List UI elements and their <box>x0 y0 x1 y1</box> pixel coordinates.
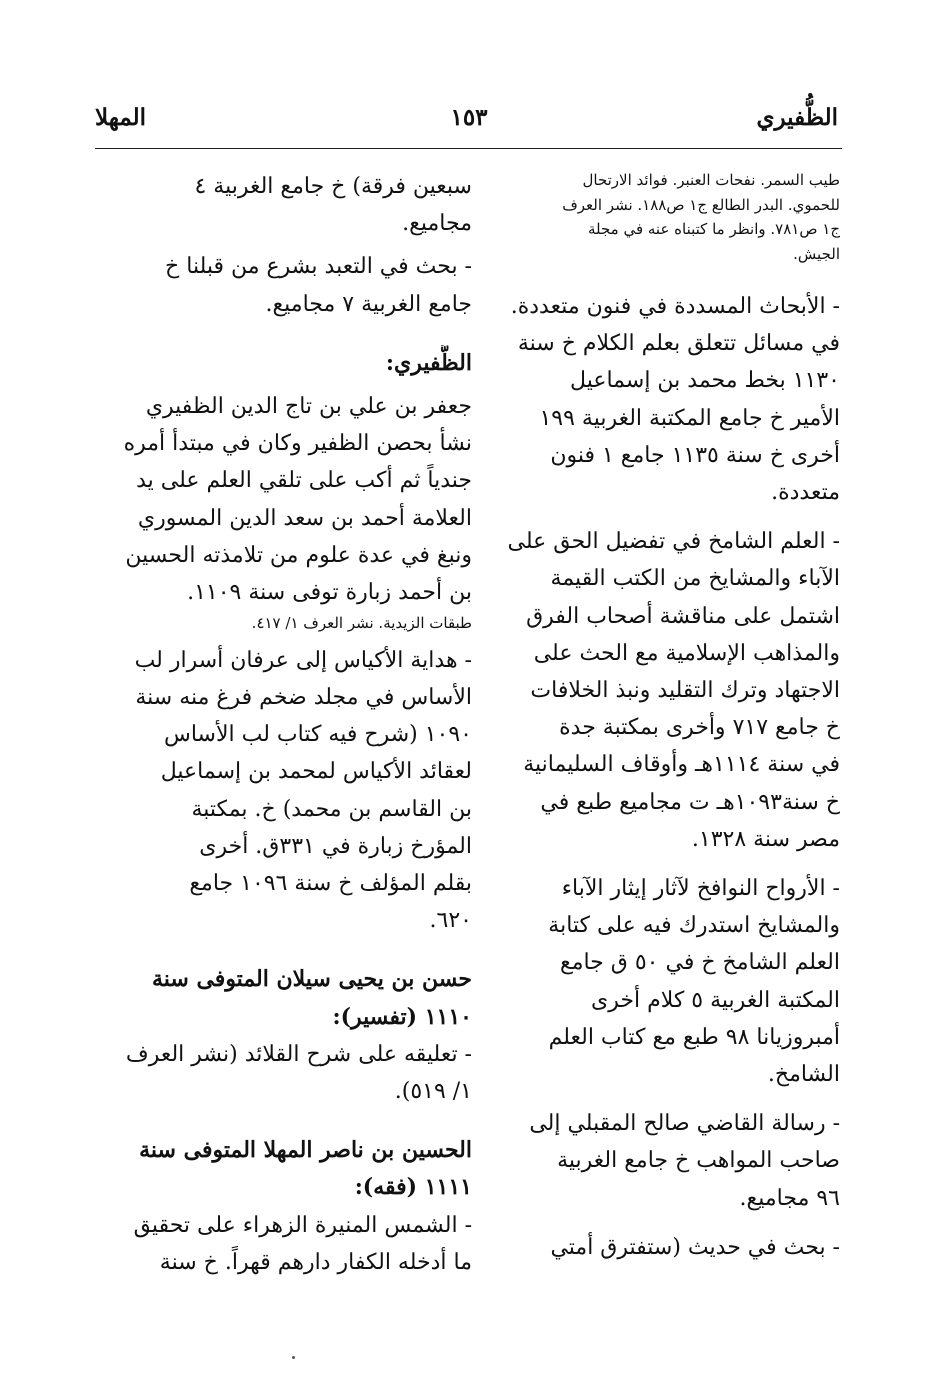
text-line: بن القاسم بن محمد) خ. بمكتبة <box>191 796 472 822</box>
text-line: - بحث في التعبد بشرع من قبلنا خ <box>165 254 472 280</box>
right-column <box>500 168 840 1266</box>
text-line: - هداية الأكياس إلى عرفان أسرار لب <box>134 647 472 673</box>
text-line: بن أحمد زبارة توفى سنة ١١٠٩. <box>187 580 472 606</box>
work-entry <box>95 248 472 322</box>
text-line: ونبغ في عدة علوم من تلامذته الحسين <box>125 542 472 568</box>
text-line: - الأرواح النوافخ لآثار إيثار الآباء <box>561 876 840 902</box>
section-heading <box>95 1132 472 1206</box>
work-entry <box>95 1036 472 1110</box>
running-header-name: الظُّفيري <box>756 104 838 131</box>
heading-line: ١١١٠ (تفسير): <box>332 1003 472 1030</box>
text-line: ١١٣٠ بخط محمد بن إسماعيل <box>570 368 840 394</box>
left-column <box>95 168 472 1281</box>
text-line: ما أدخله الكفار دارهم قهراً. خ سنة <box>159 1249 472 1275</box>
text-line: خ جامع ٧١٧ وأخرى بمكتبة جدة <box>559 715 840 741</box>
running-header-next: المهلا <box>95 104 147 131</box>
text-line: أمبروزيانا ٩٨ طبع مع كتاب العلم <box>548 1024 840 1050</box>
text-line: اشتمل على مناقشة أصحاب الفرق <box>526 603 840 629</box>
text-line: الآباء والمشايخ من الكتب القيمة <box>550 566 840 592</box>
text-line: صاحب المواهب خ جامع الغربية <box>557 1148 840 1174</box>
text-line: أخرى خ سنة ١١٣٥ جامع ١ فنون <box>550 442 840 468</box>
text-line: في سنة ١١١٤هـ وأوقاف السليمانية <box>523 752 840 778</box>
text-line: ٩٦ مجاميع. <box>739 1185 840 1211</box>
heading-line: ١١١١ (فقه): <box>354 1174 472 1201</box>
biography <box>95 388 472 611</box>
text-line: الأساس في مجلد ضخم فرغ منه سنة <box>135 684 472 710</box>
text-line: الاجتهاد وترك التقليد ونبذ الخلافات <box>530 678 840 704</box>
text-line: سبعين فرقة) خ جامع الغربية ٤ <box>194 174 472 199</box>
text-line: نشأ بحصن الظفير وكان في مبتدأ أمره <box>123 431 472 457</box>
text-line: الشامخ. <box>767 1062 840 1088</box>
section-heading: الظُّفيري: <box>385 349 472 376</box>
section-heading <box>95 961 472 1035</box>
text-line: لعقائد الأكياس لمحمد بن إسماعيل <box>160 759 472 785</box>
source-note <box>500 168 840 266</box>
text-line: - الأبحاث المسددة في فنون متعددة. <box>510 294 840 319</box>
heading-line: الحسين بن ناصر المهلا المتوفى سنة <box>139 1137 472 1164</box>
text-line: مصر سنة ١٣٢٨. <box>691 826 840 852</box>
text-line: ١٠٩٠ (شرح فيه كتاب لب الأساس <box>163 722 472 748</box>
note-line: طيب السمر. نفحات العنبر. فوائد الارتحال <box>582 171 840 189</box>
work-entry <box>500 1105 840 1217</box>
continued-entry <box>95 168 472 242</box>
text-line: - بحث في حديث (ستفترق أمتي <box>550 1234 840 1260</box>
text-line: - رسالة القاضي صالح المقبلي إلى <box>529 1111 840 1137</box>
source-note: طبقات الزيدية. نشر العرف ١/ ٤١٧. <box>251 614 472 633</box>
text-line: المكتبة الغربية ٥ كلام أخرى <box>591 987 840 1013</box>
text-line: بقلم المؤلف خ سنة ١٠٩٦ جامع <box>189 870 472 896</box>
text-line: في مسائل تتعلق بعلم الكلام خ سنة <box>517 331 840 357</box>
text-line: العلامة أحمد بن سعد الدين المسوري <box>137 505 472 531</box>
text-line: الأمير خ جامع المكتبة الغربية ١٩٩ <box>539 405 840 431</box>
text-line: ١/ ٥١٩). <box>394 1078 472 1104</box>
text-line: خ سنة١٠٩٣هـ ت مجاميع طبع في <box>540 789 840 815</box>
text-line: - الشمس المنيرة الزهراء على تحقيق <box>133 1212 472 1238</box>
text-line: متعددة. <box>771 480 840 506</box>
text-line: العلم الشامخ خ في ٥٠ ق جامع <box>559 950 840 976</box>
work-entry <box>500 870 840 1093</box>
text-line: ٦٢٠. <box>429 908 472 934</box>
text-line: جندياً ثم أكب على تلقي العلم على يد <box>136 468 472 494</box>
note-line: الجيش. <box>793 244 840 263</box>
text-line: جعفر بن علي بن تاج الدين الظفيري <box>145 394 472 420</box>
text-line: - العلم الشامخ في تفضيل الحق على <box>507 529 840 555</box>
note-line: للحموي. البدر الطالع ج١ ص١٨٨. نشر العرف <box>562 195 840 214</box>
text-line: - تعليقه على شرح القلائد (نشر العرف <box>125 1041 472 1067</box>
scan-speck <box>292 1356 295 1359</box>
work-entry <box>500 523 840 858</box>
page-number: ١٥٣ <box>450 104 488 131</box>
text-line: جامع الغربية ٧ مجاميع. <box>265 291 472 317</box>
work-entry <box>95 642 472 940</box>
text-line: والمشايخ استدرك فيه على كتابة <box>548 913 840 939</box>
text-line: المؤرخ زبارة في ٣٣١ق. أخرى <box>199 833 472 859</box>
text-line: والمذاهب الإسلامية مع الحث على <box>533 640 840 666</box>
text-line: مجاميع. <box>402 211 472 237</box>
note-line: ج١ ص٧٨١. وانظر ما كتبناه عنه في مجلة <box>587 220 840 238</box>
work-entry <box>500 1229 840 1266</box>
header-rule <box>95 148 842 149</box>
heading-line: حسن بن يحيى سيلان المتوفى سنة <box>151 966 472 993</box>
work-entry <box>95 1207 472 1281</box>
work-entry <box>500 288 840 511</box>
